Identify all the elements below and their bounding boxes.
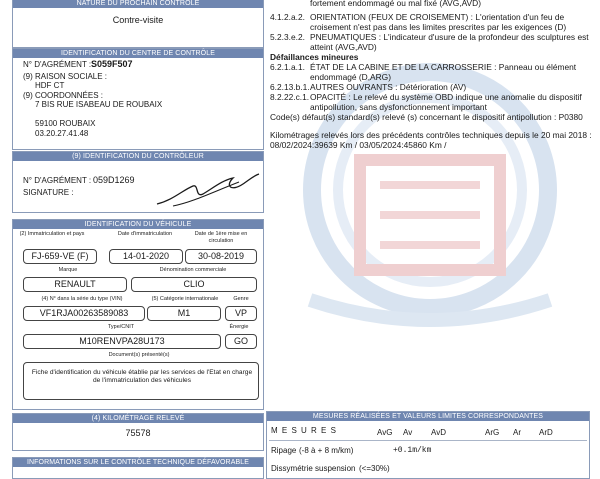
col-avd: AvD [431, 428, 446, 437]
ripage-label: Ripage [271, 446, 297, 455]
measures-header: MESURES RÉALISÉES ET VALEURS LIMITES CORRESPONDANTES [267, 412, 589, 421]
controller-header: (9) IDENTIFICATION DU CONTRÔLEUR [13, 152, 263, 161]
col-av: Av [403, 428, 413, 437]
vehicle-box [12, 219, 264, 410]
signature [153, 170, 263, 210]
km-value: 75578 [125, 428, 151, 438]
defect-minor-text-2: AUTRES OUVRANTS : Détérioration (AV) [310, 82, 467, 92]
coord-label: (9) COORDONNÉES : [23, 91, 104, 100]
next-visit-header: NATURE DU PROCHAIN CONTRÔLE [13, 0, 263, 8]
defect-minor-text-1: ÉTAT DE LA CABINE ET DE LA CARROSSERIE : Panneau ou élément [310, 62, 577, 72]
defect-major-text-1: ORIENTATION (FEUX DE CROISEMENT) : L'orientation d'un feu de [310, 12, 565, 22]
km-box [12, 413, 264, 451]
documents-value: Fiche d'identification du véhicule établie par les services de l'Etat en charge de l'immatriculation des véhicules [23, 362, 259, 400]
km-history-values: 08/02/2024:39639 Km / 03/05/2024:45860 Km / [270, 140, 447, 150]
date-immat-value: 14-01-2020 [109, 249, 183, 264]
unfavorable-header: INFORMATIONS SUR LE CONTRÔLE TECHNIQUE DÉFAVORABLE [13, 458, 263, 467]
defect-minor-code-3: 8.2.22.c.1. [270, 92, 310, 102]
categorie-value: M1 [147, 306, 221, 321]
minor-defects-title: Défaillances mineures [270, 52, 359, 62]
vehicle-header: IDENTIFICATION DU VÉHICULE [13, 220, 263, 229]
defect-major-code-1: 4.1.2.a.2. [270, 12, 305, 22]
vin-label: (4) N° dans la série du type (VIN) [41, 296, 123, 302]
immat-value: FJ-659-VE (F) [23, 249, 97, 264]
defect-major-text-2: PNEUMATIQUES : L'indicateur d'usure de la profondeur des sculptures est [310, 32, 589, 42]
col-ar: Ar [513, 428, 521, 437]
controller-agrement-value: 059D1269 [93, 175, 135, 185]
centre-agrement-value: S059F507 [91, 59, 133, 69]
col-avg: AvG [377, 428, 393, 437]
measures-title: M E S U R E S [271, 426, 337, 435]
marque-label: Marque [58, 267, 78, 273]
type-label: Type/CNIT [107, 324, 135, 330]
signature-label: SIGNATURE : [23, 188, 74, 197]
unfavorable-box [12, 457, 264, 479]
defect-major-code-2: 5.2.3.e.2. [270, 32, 305, 42]
energie-label: Énergie [229, 324, 249, 330]
genre-value: VP [225, 306, 257, 321]
documents-label: Document(s) présenté(s) [108, 352, 170, 358]
denom-label: Dénomination commerciale [159, 267, 227, 273]
vin-value: VF1RJA00263589083 [23, 306, 145, 321]
km-history-title: Kilométrages relevés lors des précédents contrôles techniques depuis le 20 mai 2018 : [270, 130, 592, 140]
date-immat-label: Date d'immatriculation [117, 231, 173, 237]
measures-box [266, 411, 590, 479]
defect-minor-cont-1: endommagé (D,ARG) [310, 72, 391, 82]
first-circ-value: 30-08-2019 [185, 249, 257, 264]
centre-agrement-label: N° D'AGRÉMENT : [23, 60, 92, 69]
next-visit-value: Contre-visite [112, 15, 164, 25]
susp-range: (<=30%) [359, 464, 390, 473]
centre-header: IDENTIFICATION DU CENTRE DE CONTRÔLE [13, 49, 263, 58]
address-line2: 59100 ROUBAIX [35, 119, 96, 128]
defect-minor-cont-3: antipollution, sans dysfonctionnement important [310, 102, 487, 112]
centre-box [12, 48, 264, 150]
susp-label: Dissymétrie suspension [271, 464, 356, 473]
address-line1: 7 BIS RUE ISABEAU DE ROUBAIX [35, 100, 163, 109]
defect-line-top: fortement endommagé ou mal fixé (AVG,AVD) [310, 0, 481, 8]
type-value: M10RENVPA28U173 [23, 334, 221, 349]
raison-label: (9) RAISON SOCIALE : [23, 72, 108, 81]
defect-major-cont-2: atteint (AVG,AVD) [310, 42, 377, 52]
controller-agrement-label: N° D'AGRÉMENT : [23, 176, 92, 185]
col-arg: ArG [485, 428, 500, 437]
defect-minor-code-1: 6.2.1.a.1. [270, 62, 305, 72]
first-circ-label: Date de 1ère mise en circulation [194, 231, 248, 244]
energie-value: GO [225, 334, 257, 349]
marque-value: RENAULT [23, 277, 127, 292]
raison-value: HDF CT [35, 81, 65, 90]
defect-major-cont-1: croisement n'est pas dans les limites prescrites par les exigences (D) [310, 22, 567, 32]
genre-label: Genre [233, 296, 249, 302]
km-header: (4) KILOMÉTRAGE RELEVÉ [13, 414, 263, 423]
ripage-range: (-8 à + 8 m/km) [299, 446, 354, 455]
defect-minor-code-2: 6.2.13.b.1. [270, 82, 310, 92]
denom-value: CLIO [131, 277, 257, 292]
immat-label: (2) Immatriculation et pays [19, 231, 85, 237]
categorie-label: (5) Catégorie internationale [151, 296, 219, 302]
measures-divider [269, 440, 587, 441]
obd-code-line: Code(s) défaut(s) standard(s) relevé (s) concernant le dispositif antipollution : P0380 [270, 112, 583, 122]
controller-box [12, 151, 264, 213]
next-visit-box [12, 0, 264, 48]
defect-minor-text-3: OPACITÉ : Le relevé du système OBD indique une anomalie du dispositif [310, 92, 582, 102]
col-ard: ArD [539, 428, 553, 437]
centre-phone: 03.20.27.41.48 [35, 129, 89, 138]
ripage-value: +0.1m/km [393, 446, 432, 455]
